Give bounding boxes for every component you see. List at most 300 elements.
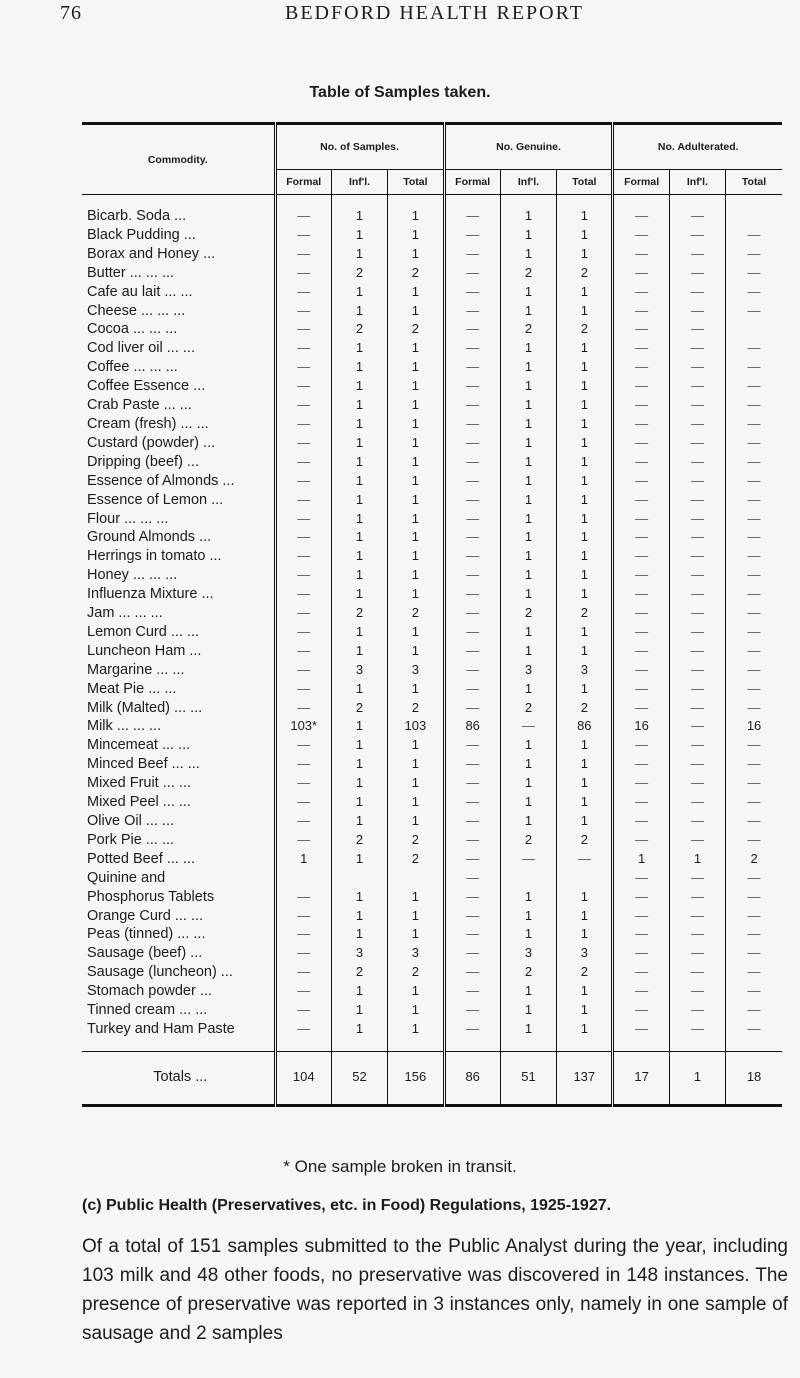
- count-cell: —: [500, 717, 556, 736]
- count-cell: —: [444, 528, 500, 547]
- table-row: [82, 680, 782, 699]
- commodity-name: Olive Oil ... ...: [87, 813, 175, 829]
- count-cell: —: [726, 245, 782, 264]
- count-cell: 1: [557, 453, 613, 472]
- count-cell: —: [726, 699, 782, 718]
- count-cell: 2: [331, 320, 387, 339]
- count-cell: —: [275, 377, 331, 396]
- count-cell: —: [726, 472, 782, 491]
- spacer-cell: [82, 1039, 275, 1052]
- count-cell: —: [275, 415, 331, 434]
- count-cell: —: [275, 604, 331, 623]
- totals-cell: 104: [275, 1051, 331, 1105]
- commodity-name: Mixed Fruit ... ...: [87, 775, 191, 792]
- table-row: [82, 264, 782, 283]
- count-cell: —: [275, 812, 331, 831]
- commodity-name: Black Pudding ...: [87, 226, 196, 243]
- count-cell: 1: [331, 642, 387, 661]
- totals-cell: 52: [331, 1051, 387, 1105]
- count-cell: 2: [388, 850, 444, 869]
- count-cell: —: [613, 566, 669, 585]
- count-cell: —: [613, 207, 669, 226]
- table-row: [82, 944, 782, 963]
- count-cell: 2: [331, 264, 387, 283]
- table-row: [82, 888, 782, 907]
- count-cell: 1: [331, 528, 387, 547]
- count-cell: —: [275, 472, 331, 491]
- count-cell: —: [444, 963, 500, 982]
- count-cell: 1: [557, 585, 613, 604]
- subheader-cell: Total: [726, 170, 782, 195]
- count-cell: 1: [500, 812, 556, 831]
- count-cell: —: [669, 283, 725, 302]
- count-cell: —: [444, 396, 500, 415]
- count-cell: —: [613, 339, 669, 358]
- count-cell: —: [726, 302, 782, 321]
- count-cell: —: [726, 680, 782, 699]
- page-number: 76: [60, 2, 82, 24]
- count-cell: —: [444, 264, 500, 283]
- count-cell: —: [444, 472, 500, 491]
- spacer-cell: [444, 1039, 500, 1052]
- count-cell: —: [726, 755, 782, 774]
- samples-table-container: [82, 122, 782, 1107]
- count-cell: 16: [726, 717, 782, 736]
- count-cell: —: [444, 774, 500, 793]
- count-cell: —: [726, 1020, 782, 1039]
- subheader-cell: Inf'l.: [331, 170, 387, 195]
- count-cell: —: [444, 869, 500, 888]
- table-row: [82, 623, 782, 642]
- count-cell: 1: [331, 812, 387, 831]
- count-cell: 2: [500, 604, 556, 623]
- count-cell: 1: [331, 888, 387, 907]
- table-row: [82, 925, 782, 944]
- count-cell: 1: [331, 850, 387, 869]
- totals-cell: 1: [669, 1051, 725, 1105]
- count-cell: —: [275, 888, 331, 907]
- count-cell: 1: [500, 1001, 556, 1020]
- commodity-name: Influenza Mixture ...: [87, 586, 214, 603]
- count-cell: 1: [331, 339, 387, 358]
- count-cell: 1: [500, 339, 556, 358]
- spacer-cell: [500, 195, 556, 208]
- count-cell: —: [726, 736, 782, 755]
- count-cell: —: [726, 793, 782, 812]
- table-row: [82, 661, 782, 680]
- body-paragraph: Of a total of 151 samples submitted to the Public Analyst during the year, including 103 milk and 48 other foods, no preservative was discovered in 148 instances. The presence of preservative was reported in 3 instances only, namely in one sample of sausage and 2 samples: [82, 1236, 788, 1344]
- count-cell: 1: [669, 850, 725, 869]
- commodity-name: Butter ... ... ...: [87, 264, 175, 281]
- count-cell: —: [444, 302, 500, 321]
- count-cell: 1: [331, 377, 387, 396]
- count-cell: [275, 869, 331, 888]
- count-cell: —: [275, 245, 331, 264]
- count-cell: —: [275, 566, 331, 585]
- count-cell: 1: [331, 907, 387, 926]
- count-cell: —: [613, 226, 669, 245]
- count-cell: —: [613, 680, 669, 699]
- count-cell: —: [669, 566, 725, 585]
- commodity-header: Commodity.: [82, 124, 275, 195]
- count-cell: —: [613, 320, 669, 339]
- count-cell: 1: [500, 736, 556, 755]
- count-cell: —: [613, 623, 669, 642]
- count-cell: 1: [388, 774, 444, 793]
- count-cell: —: [669, 888, 725, 907]
- count-cell: —: [444, 1001, 500, 1020]
- count-cell: —: [444, 982, 500, 1001]
- count-cell: —: [669, 358, 725, 377]
- table-row: [82, 850, 782, 869]
- count-cell: 1: [331, 396, 387, 415]
- count-cell: 2: [557, 831, 613, 850]
- count-cell: 2: [500, 963, 556, 982]
- count-cell: 1: [331, 245, 387, 264]
- spacer-cell: [444, 195, 500, 208]
- count-cell: —: [726, 925, 782, 944]
- table-row: [82, 1001, 782, 1020]
- count-cell: 1: [388, 642, 444, 661]
- count-cell: —: [726, 377, 782, 396]
- count-cell: —: [669, 585, 725, 604]
- count-cell: 103: [388, 717, 444, 736]
- count-cell: 1: [331, 1001, 387, 1020]
- spacer-cell: [726, 195, 782, 208]
- count-cell: 1: [500, 528, 556, 547]
- page-header: [0, 0, 800, 40]
- count-cell: —: [669, 491, 725, 510]
- count-cell: 1: [331, 302, 387, 321]
- count-cell: 1: [500, 585, 556, 604]
- count-cell: 1: [275, 850, 331, 869]
- count-cell: 1: [388, 510, 444, 529]
- commodity-name: Stomach powder ...: [87, 983, 212, 1000]
- count-cell: —: [444, 888, 500, 907]
- table-row: [82, 320, 782, 339]
- table-row: [82, 377, 782, 396]
- table-row: [82, 774, 782, 793]
- count-cell: 1: [557, 888, 613, 907]
- count-cell: —: [444, 358, 500, 377]
- count-cell: —: [726, 604, 782, 623]
- count-cell: 1: [557, 566, 613, 585]
- count-cell: 1: [557, 245, 613, 264]
- count-cell: —: [613, 699, 669, 718]
- count-cell: —: [669, 869, 725, 888]
- count-cell: 1: [388, 793, 444, 812]
- count-cell: 2: [388, 963, 444, 982]
- count-cell: —: [444, 1020, 500, 1039]
- count-cell: 1: [557, 982, 613, 1001]
- count-cell: 2: [557, 320, 613, 339]
- count-cell: —: [669, 472, 725, 491]
- table-row: [82, 453, 782, 472]
- table-row: [82, 226, 782, 245]
- table-group-header-row: [82, 124, 782, 170]
- count-cell: —: [669, 453, 725, 472]
- count-cell: 1: [331, 510, 387, 529]
- count-cell: 1: [557, 907, 613, 926]
- count-cell: —: [613, 982, 669, 1001]
- count-cell: —: [669, 245, 725, 264]
- count-cell: —: [726, 491, 782, 510]
- table-row: [82, 472, 782, 491]
- count-cell: 1: [557, 377, 613, 396]
- count-cell: —: [444, 604, 500, 623]
- count-cell: —: [444, 377, 500, 396]
- count-cell: 1: [331, 623, 387, 642]
- count-cell: 3: [388, 944, 444, 963]
- commodity-name: Orange Curd ... ...: [87, 907, 204, 924]
- count-cell: —: [669, 774, 725, 793]
- table-row: [82, 547, 782, 566]
- table-row: [82, 1020, 782, 1039]
- count-cell: 1: [388, 528, 444, 547]
- subheader-cell: Formal: [275, 170, 331, 195]
- table-row: [82, 491, 782, 510]
- count-cell: —: [613, 907, 669, 926]
- commodity-name: Tinned cream ... ...: [87, 1002, 208, 1019]
- count-cell: 1: [388, 585, 444, 604]
- totals-cell: 51: [500, 1051, 556, 1105]
- count-cell: —: [275, 963, 331, 982]
- count-cell: —: [669, 963, 725, 982]
- commodity-name: Milk (Malted) ... ...: [87, 699, 203, 716]
- spacer-cell: [669, 1039, 725, 1052]
- count-cell: —: [275, 793, 331, 812]
- count-cell: 1: [557, 283, 613, 302]
- count-cell: 1: [388, 377, 444, 396]
- count-cell: —: [669, 264, 725, 283]
- count-cell: —: [613, 283, 669, 302]
- table-row: [82, 717, 782, 736]
- count-cell: 1: [388, 566, 444, 585]
- count-cell: —: [726, 1001, 782, 1020]
- count-cell: —: [669, 415, 725, 434]
- count-cell: 1: [388, 1020, 444, 1039]
- subheader-cell: Inf'l.: [500, 170, 556, 195]
- count-cell: —: [444, 812, 500, 831]
- table-row: [82, 642, 782, 661]
- count-cell: —: [669, 510, 725, 529]
- commodity-name: Essence of Almonds ...: [87, 472, 235, 489]
- count-cell: —: [275, 585, 331, 604]
- count-cell: —: [275, 434, 331, 453]
- count-cell: —: [726, 661, 782, 680]
- count-cell: —: [613, 547, 669, 566]
- count-cell: —: [613, 888, 669, 907]
- count-cell: 1: [500, 453, 556, 472]
- count-cell: 1: [500, 925, 556, 944]
- count-cell: —: [444, 661, 500, 680]
- count-cell: 1: [331, 415, 387, 434]
- count-cell: —: [726, 547, 782, 566]
- commodity-name: Coffee Essence ...: [87, 378, 206, 395]
- count-cell: 1: [388, 472, 444, 491]
- count-cell: —: [669, 320, 725, 339]
- count-cell: 1: [557, 812, 613, 831]
- count-cell: —: [613, 358, 669, 377]
- count-cell: 1: [557, 339, 613, 358]
- count-cell: —: [613, 869, 669, 888]
- count-cell: —: [669, 736, 725, 755]
- table-row: [82, 302, 782, 321]
- commodity-name: Cheese ... ... ...: [87, 302, 186, 319]
- spacer-cell: [669, 195, 725, 208]
- count-cell: [557, 869, 613, 888]
- count-cell: —: [726, 528, 782, 547]
- totals-cell: 18: [726, 1051, 782, 1105]
- count-cell: 1: [613, 850, 669, 869]
- count-cell: —: [275, 264, 331, 283]
- count-cell: —: [726, 510, 782, 529]
- count-cell: 1: [500, 302, 556, 321]
- spacer-cell: [726, 1039, 782, 1052]
- count-cell: 1: [557, 415, 613, 434]
- count-cell: —: [444, 623, 500, 642]
- commodity-name: Borax and Honey ...: [87, 245, 216, 262]
- count-cell: —: [444, 339, 500, 358]
- count-cell: 2: [388, 320, 444, 339]
- count-cell: —: [275, 1020, 331, 1039]
- commodity-name: Crab Paste ... ...: [87, 397, 192, 414]
- count-cell: 2: [500, 320, 556, 339]
- commodity-name: Flour ... ... ...: [87, 510, 169, 527]
- commodity-name: Cod liver oil ... ...: [87, 340, 195, 357]
- count-cell: 1: [388, 907, 444, 926]
- count-cell: —: [557, 850, 613, 869]
- count-cell: 1: [500, 642, 556, 661]
- count-cell: —: [726, 453, 782, 472]
- count-cell: 2: [557, 963, 613, 982]
- count-cell: 2: [388, 264, 444, 283]
- table-title: Table of Samples taken.: [309, 84, 491, 101]
- count-cell: —: [444, 755, 500, 774]
- count-cell: —: [275, 491, 331, 510]
- table-row: [82, 283, 782, 302]
- count-cell: —: [275, 510, 331, 529]
- count-cell: —: [613, 831, 669, 850]
- count-cell: 2: [500, 264, 556, 283]
- count-cell: —: [613, 302, 669, 321]
- count-cell: 1: [388, 339, 444, 358]
- count-cell: —: [613, 396, 669, 415]
- count-cell: —: [613, 793, 669, 812]
- count-cell: —: [726, 283, 782, 302]
- count-cell: 1: [388, 283, 444, 302]
- count-cell: —: [275, 774, 331, 793]
- commodity-name: Ground Almonds ...: [87, 529, 212, 546]
- count-cell: —: [275, 944, 331, 963]
- count-cell: 2: [388, 699, 444, 718]
- commodity-name: Herrings in tomato ...: [87, 548, 222, 565]
- count-cell: —: [275, 207, 331, 226]
- commodity-name: Coffee ... ... ...: [87, 359, 178, 376]
- table-row: [82, 510, 782, 529]
- commodity-name: Luncheon Ham ...: [87, 642, 202, 659]
- table-row: [82, 869, 782, 888]
- count-cell: 1: [388, 736, 444, 755]
- count-cell: —: [444, 850, 500, 869]
- count-cell: —: [444, 207, 500, 226]
- count-cell: 1: [557, 1020, 613, 1039]
- count-cell: 1: [500, 755, 556, 774]
- count-cell: —: [613, 377, 669, 396]
- subheader-cell: Formal: [444, 170, 500, 195]
- count-cell: —: [444, 453, 500, 472]
- count-cell: [388, 869, 444, 888]
- count-cell: 1: [331, 1020, 387, 1039]
- count-cell: —: [726, 812, 782, 831]
- spacer-cell: [613, 1039, 669, 1052]
- count-cell: 1: [500, 245, 556, 264]
- count-cell: —: [613, 1001, 669, 1020]
- count-cell: —: [669, 623, 725, 642]
- count-cell: 1: [388, 245, 444, 264]
- count-cell: —: [275, 528, 331, 547]
- totals-cell: 156: [388, 1051, 444, 1105]
- table-body: [82, 195, 782, 1106]
- group-header-genuine: No. Genuine.: [444, 124, 613, 170]
- count-cell: 1: [331, 547, 387, 566]
- count-cell: —: [669, 661, 725, 680]
- spacer-row: [82, 195, 782, 208]
- table-row: [82, 963, 782, 982]
- count-cell: —: [726, 869, 782, 888]
- count-cell: 86: [444, 717, 500, 736]
- count-cell: 1: [500, 472, 556, 491]
- count-cell: —: [275, 623, 331, 642]
- count-cell: —: [275, 907, 331, 926]
- spacer-cell: [275, 1039, 331, 1052]
- count-cell: —: [669, 1020, 725, 1039]
- spacer-cell: [557, 1039, 613, 1052]
- count-cell: —: [669, 812, 725, 831]
- count-cell: —: [613, 510, 669, 529]
- count-cell: 1: [388, 358, 444, 377]
- count-cell: 2: [500, 831, 556, 850]
- count-cell: —: [669, 982, 725, 1001]
- count-cell: 1: [331, 566, 387, 585]
- count-cell: [726, 207, 782, 226]
- samples-table: [82, 122, 782, 1107]
- count-cell: 2: [500, 699, 556, 718]
- commodity-name: Dripping (beef) ...: [87, 453, 200, 470]
- count-cell: 1: [500, 283, 556, 302]
- count-cell: —: [613, 963, 669, 982]
- count-cell: 86: [557, 717, 613, 736]
- count-cell: [331, 869, 387, 888]
- table-row: [82, 604, 782, 623]
- count-cell: —: [444, 585, 500, 604]
- count-cell: —: [444, 736, 500, 755]
- count-cell: 1: [557, 736, 613, 755]
- count-cell: —: [444, 226, 500, 245]
- count-cell: —: [275, 755, 331, 774]
- count-cell: 2: [388, 831, 444, 850]
- count-cell: 1: [557, 1001, 613, 1020]
- count-cell: —: [613, 755, 669, 774]
- count-cell: —: [669, 302, 725, 321]
- table-row: [82, 528, 782, 547]
- table-row: [82, 358, 782, 377]
- count-cell: 1: [557, 358, 613, 377]
- commodity-name: Bicarb. Soda ...: [87, 208, 187, 224]
- count-cell: 1: [331, 434, 387, 453]
- count-cell: 1: [500, 207, 556, 226]
- commodity-name: Sausage (luncheon) ...: [87, 964, 233, 981]
